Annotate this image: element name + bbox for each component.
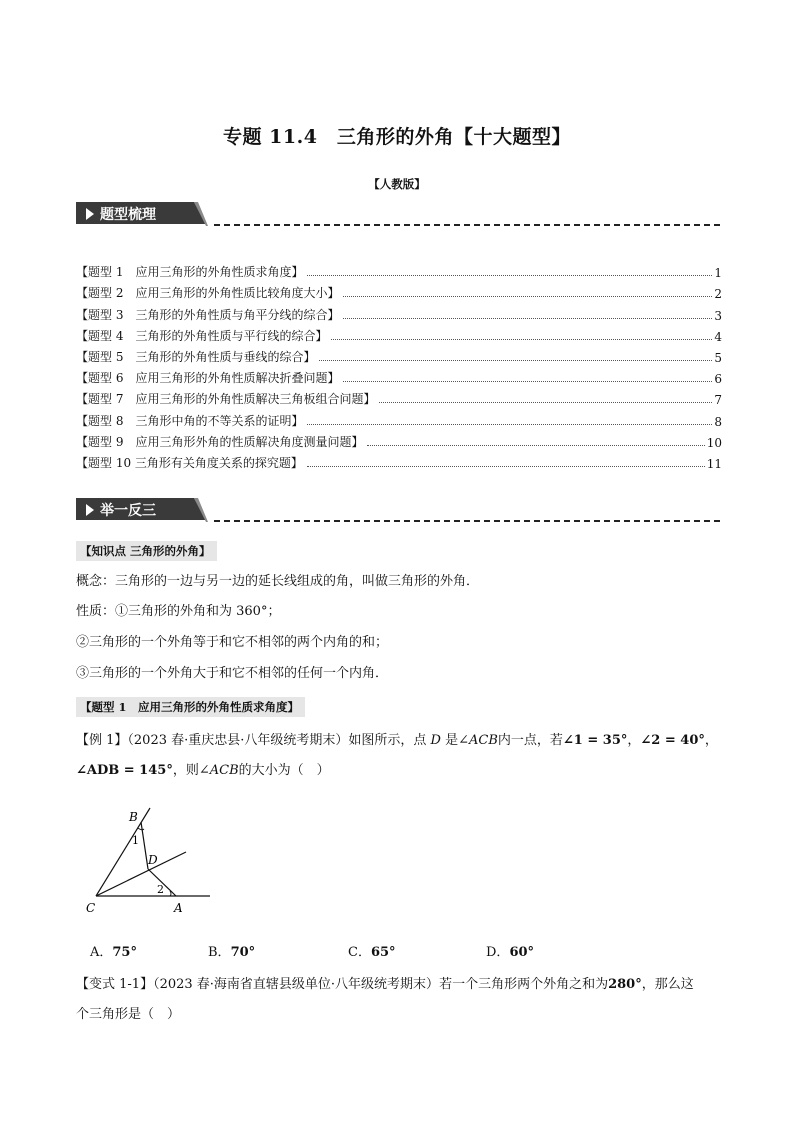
toc-item[interactable]: 【题型 9 应用三角形外角的性质解决角度测量问题】 10 [76,434,722,450]
toc-item[interactable]: 【题型 1 应用三角形的外角性质求角度】 1 [76,265,722,281]
section-banner-practice [76,498,720,526]
toc-item[interactable]: 【题型 10 三角形有关角度关系的探究题】 11 [76,455,722,471]
variant-source: （2023 春·海南省直辖县级单位·八年级统考期末） [153,977,440,992]
angle-1-arc [138,828,144,830]
knowledge-property-3: ③三角形的一个外角大于和它不相邻的任何一个内角． [76,666,389,681]
line-bd [141,822,148,869]
angle-2-arc [170,891,171,896]
table-of-contents [76,259,722,471]
option-a[interactable]: A．75° [90,945,137,960]
option-c[interactable]: C．65° [348,945,396,960]
toc-item[interactable]: 【题型 6 应用三角形的外角性质解决折叠问题】 6 [76,371,722,387]
angle-2-label: 2 [157,883,164,896]
page-title: 专题 11.4 三角形的外角【十大题型】 [223,126,571,148]
banner-dashed-rule [214,520,720,522]
example-source: （2023 春·重庆忠县·八年级统考期末） [127,733,349,748]
toc-item[interactable]: 【题型 7 应用三角形的外角性质解决三角板组合问题】 7 [76,392,722,408]
play-triangle-icon [86,208,94,220]
example1-question: 【例 1】（2023 春·重庆忠县·八年级统考期末）如图所示，点 D 是∠ACB内一点，若∠1 = 35°，∠2 = 40°，∠ADB = 145°，则∠ACB的大小为（ ） [76,733,718,778]
edition-label: 【人教版】 [368,177,426,191]
toc-item[interactable]: 【题型 8 三角形中角的不等关系的证明】 8 [76,413,722,429]
point-c-label: C [86,901,96,915]
knowledge-concept: 概念：三角形的一边与另一边的延长线组成的角，叫做三角形的外角． [76,574,480,589]
point-d-label: D [148,853,158,867]
option-b[interactable]: B．70° [208,945,256,960]
section-title-outline: 题型梳理 [100,207,156,223]
knowledge-property-1: 性质：①三角形的外角和为 360°； [76,604,281,619]
geometry-figure [80,800,220,918]
knowledge-point-label: 【知识点 三角形的外角】 [76,541,217,561]
play-triangle-icon [86,504,94,516]
variant-tag: 【变式 1-1】 [76,977,154,992]
toc-item[interactable]: 【题型 2 应用三角形的外角性质比较角度大小】 2 [76,286,722,302]
angle-1-label: 1 [132,834,139,847]
variant1-question: 【变式 1-1】（2023 春·海南省直辖县级单位·八年级统考期末）若一个三角形两个外角之和为280°，那么这 个三角形是（ ） [76,977,694,1022]
point-b-label: B [129,810,138,824]
banner-dashed-rule [214,224,720,226]
section-title-practice: 举一反三 [100,503,156,519]
option-d[interactable]: D．60° [486,945,535,960]
toc-item[interactable]: 【题型 3 三角形的外角性质与角平分线的综合】 3 [76,307,722,323]
toc-item[interactable]: 【题型 4 三角形的外角性质与平行线的综合】 4 [76,328,722,344]
knowledge-property-2: ②三角形的一个外角等于和它不相邻的两个内角的和； [76,635,389,650]
section-banner-outline [76,202,720,230]
type1-label: 【题型 1 应用三角形的外角性质求角度】 [76,697,305,717]
toc-item[interactable]: 【题型 5 三角形的外角性质与垂线的综合】 5 [76,349,722,365]
point-a-label: A [174,901,183,915]
example-tag: 【例 1】 [76,733,128,748]
